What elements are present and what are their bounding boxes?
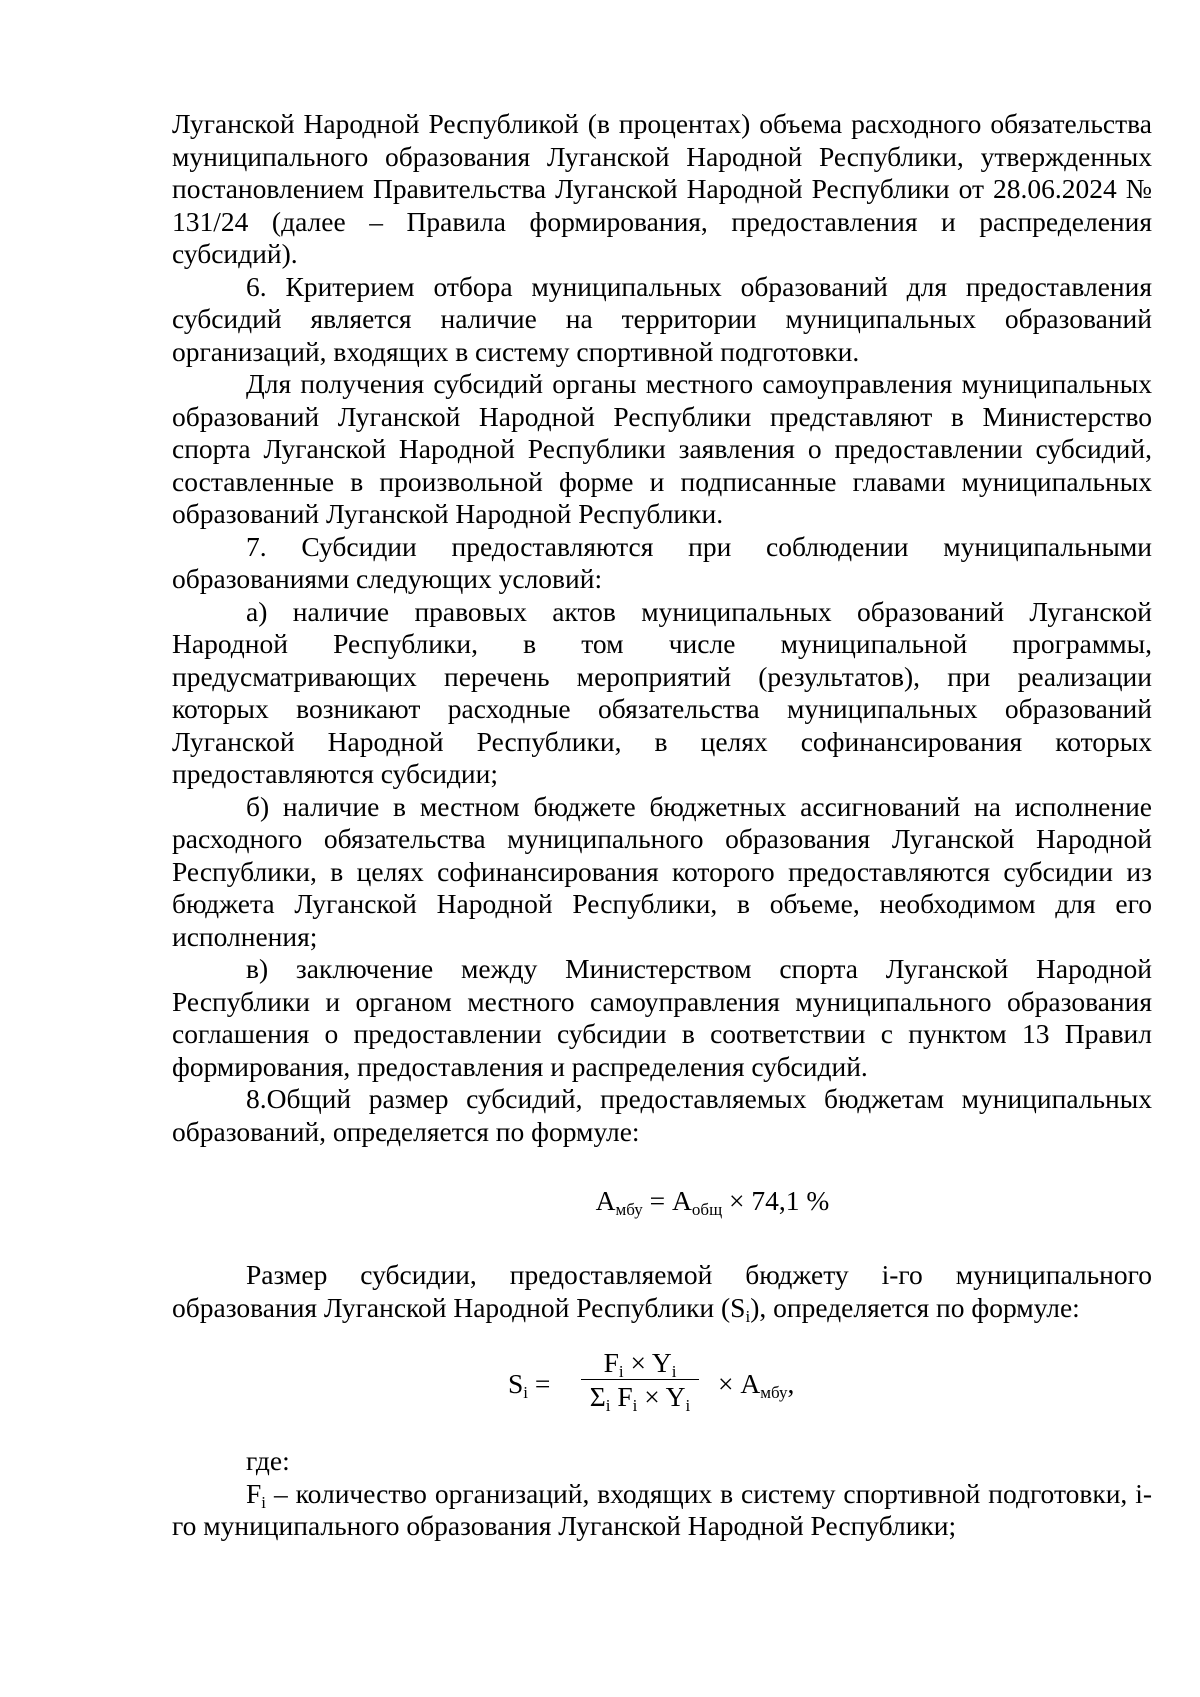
formula1-a: А [595, 1185, 616, 1216]
paragraph-7b: б) наличие в местном бюджете бюджетных ассигнований на исполнение расходного обязательства муниципального образования Луганской Народной Республики, в целях софинансирования которого предоставляются субсидии из бюджета Луганской Народной Республики, в объеме, необходимом для его исполнения; [172, 790, 1152, 952]
paragraph-where: где: [246, 1445, 290, 1476]
paragraph-6: 6. Критерием отбора муниципальных образований для предоставления субсидий является наличие на территории муниципальных образований организаций, входящих в систему спортивной подготовки. [172, 270, 1152, 367]
paragraph-intro: Луганской Народной Республикой (в процентах) объема расходного обязательства муниципального образования Луганской Народной Республики, утвержденных постановлением Правительства Луганской Народной Республики от 28.06.2024 № 131/24 (далее – Правила формирования, предоставления и распределения субсидий). [172, 108, 1152, 269]
fi-symbol: F [246, 1477, 262, 1509]
subsidy-size-text: Размер субсидии, предоставляемой бюджету i-го муниципального образования Луганской Народной Республики (S [172, 1259, 1152, 1323]
formula1-rest: × 74,1 % [722, 1185, 830, 1216]
subsidy-size-sub: i [745, 1306, 751, 1326]
formula1-eq: = А [642, 1185, 692, 1216]
paragraph-subsidy-size [172, 1259, 1152, 1324]
fi-sub: i [261, 1492, 267, 1512]
formula1-b-sub: общ [691, 1200, 723, 1219]
formula2-rhs [718, 1368, 794, 1400]
formula2-s: S [508, 1368, 524, 1399]
text-block-lower [172, 1445, 1152, 1543]
den-sigma-sub: i [605, 1396, 611, 1415]
formula2-rhs-text: × А [718, 1368, 761, 1399]
paragraph-7c: в) заключение между Министерством спорта Луганской Народной Республики и органом местного самоуправления муниципального образования соглашения о предоставлении субсидии в соответствии с пунктом 13 Правил формирования, предоставления и распределения субсидий. [172, 953, 1152, 1082]
formula1-a-sub: мбу [615, 1200, 643, 1219]
formula2-lhs [508, 1368, 550, 1400]
num-y-sub: i [671, 1362, 677, 1381]
formula-total-subsidy [0, 1185, 1200, 1217]
paragraph-8: 8.Общий размер субсидий, предоставляемых бюджетам муниципальных образований, определяется по формуле: [172, 1083, 1152, 1147]
den-f: F [610, 1381, 633, 1412]
num-f-sub: i [618, 1362, 624, 1381]
formula2-rhs-end: , [787, 1368, 795, 1399]
den-f-sub: i [632, 1396, 638, 1415]
formula2-s-sub: i [523, 1383, 529, 1402]
text-block-upper [172, 108, 1152, 1148]
subsidy-size-end: ), определяется по формуле: [750, 1291, 1080, 1323]
formula2-numerator [581, 1346, 699, 1379]
paragraph-fi-definition [172, 1478, 1152, 1543]
paragraph-6-application: Для получения субсидий органы местного самоуправления муниципальных образований Луганской Народной Республики представляют в Министерство спорта Луганской Народной Республики заявления о предоставлении субсидий, составленные в произвольной форме и подписанные главами муниципальных образований Луганской Народной Республики. [172, 368, 1152, 529]
formula2-eq: = [528, 1368, 551, 1399]
paragraph-7: 7. Субсидии предоставляются при соблюдении муниципальными образованиями следующих условий: [172, 530, 1152, 594]
den-sigma: Σ [589, 1381, 606, 1412]
den-mid: × Y [637, 1381, 686, 1412]
formula2-fraction [581, 1346, 699, 1414]
formula-total-subsidy-expression [596, 1185, 830, 1217]
num-f: F [603, 1347, 619, 1378]
paragraph-7a: а) наличие правовых актов муниципальных образований Луганской Народной Республики, в том числе муниципальной программы, предусматривающих перечень мероприятий (результатов), при реализации которых возникают расходные обязательства муниципальных образований Луганской Народной Республики, в целях софинансирования которых предоставляются субсидии; [172, 595, 1152, 789]
num-mid: × Y [623, 1347, 672, 1378]
formula2-denominator [581, 1380, 699, 1414]
formula2-rhs-sub: мбу [760, 1383, 788, 1402]
fi-text: – количество организаций, входящих в систему спортивной подготовки, i-го муниципального образования Луганской Народной Республики; [172, 1477, 1152, 1541]
den-y-sub: i [685, 1396, 691, 1415]
text-block-middle [172, 1259, 1152, 1324]
